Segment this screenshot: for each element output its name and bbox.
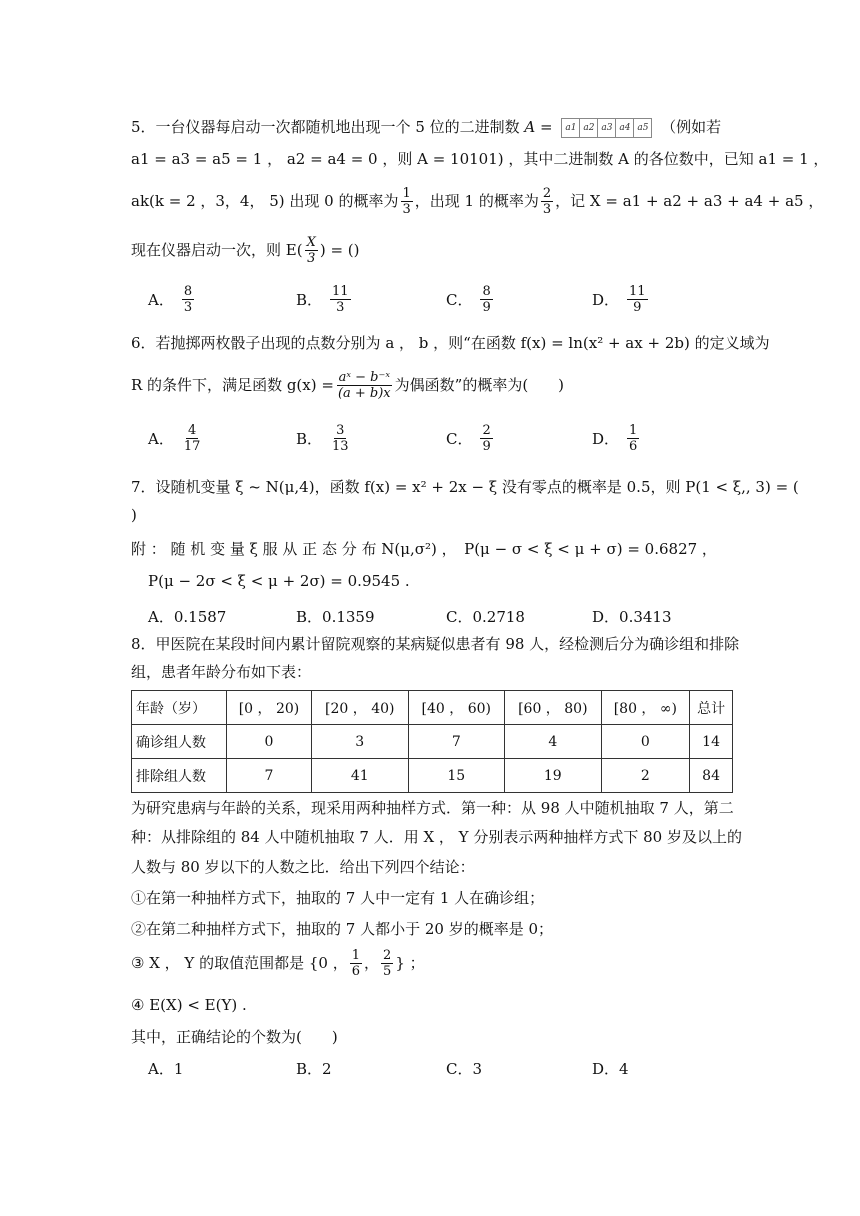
digit-box: a5: [637, 123, 649, 133]
digit-box: a1: [562, 119, 580, 137]
table-cell: 4: [505, 725, 602, 759]
q7-line3: 附 ： 随 机 变 量 ξ 服 从 正 态 分 布 N(μ,σ²) ， P(μ − σ < ξ < μ + σ) = 0.6827 ，: [131, 540, 717, 558]
q6-line2: [131, 365, 741, 405]
q5-text: ，出现 1 的概率为: [414, 192, 539, 210]
table-cell: 2: [601, 759, 690, 793]
choice-d[interactable]: D．0.3413: [592, 607, 672, 626]
choice-c[interactable]: C． $\frac{8}{9}$: [446, 283, 491, 315]
fraction: $\frac{1}{6}$: [351, 947, 361, 979]
choice-c[interactable]: C．0.2718: [446, 607, 525, 626]
q5-line4: [131, 232, 741, 268]
q7-line1: 7．设随机变量 ξ ~ N(μ,4)，函数 f(x) = x² + 2x − ξ 没有零点的概率是 0.5，则 P(1 < ξ,, 3) = (: [131, 478, 799, 496]
fraction: $\frac{\text{aˣ − b⁻ˣ}}{(a + b)x}$: [337, 369, 391, 401]
digit-box: a3: [598, 119, 616, 137]
choice-b[interactable]: B． $\frac{3}{13}$: [296, 422, 349, 454]
table-header-cell: [80 ， ∞): [601, 691, 690, 725]
q5-choices: [148, 281, 708, 317]
table-cell: 19: [505, 759, 602, 793]
table-cell: 7: [227, 759, 312, 793]
choice-d[interactable]: D． $\frac{11}{9}$: [592, 283, 646, 315]
table-cell: 14: [690, 725, 733, 759]
fraction: $\frac{1}{3}$: [402, 185, 411, 217]
q5-text: 5．一台仪器每启动一次都随机地出现一个 5 位的二进制数: [131, 118, 520, 136]
q8-line1: 8．甲医院在某段时间内累计留院观察的某病疑似患者有 98 人，经检测后分为确诊组和排除: [131, 635, 740, 653]
fraction: $\frac{X}{3}$: [306, 234, 316, 266]
choice-d[interactable]: D．4: [592, 1059, 629, 1078]
choice-c[interactable]: C． $\frac{2}{9}$: [446, 422, 491, 454]
table-header-cell: [40 ， 60): [408, 691, 505, 725]
q8-line4: 种：从排除组的 84 人中随机抽取 7 人．用 X ， Y 分别表示两种抽样方式下 80 岁及以上的: [131, 828, 742, 846]
table-cell: 0: [601, 725, 690, 759]
q8-text: ③ X ， Y 的取值范围都是 {0 ，: [131, 954, 348, 972]
choice-d[interactable]: D． $\frac{1}{6}$: [592, 422, 638, 454]
q6-text: 为偶函数”的概率为( ): [394, 376, 565, 394]
q8-item1: ①在第一种抽样方式下，抽取的 7 人中一定有 1 人在确诊组；: [131, 889, 545, 907]
choice-a[interactable]: A．0.1587: [148, 607, 227, 626]
table-header-cell: 年龄（岁）: [132, 691, 227, 725]
table-cell: 确诊组人数: [132, 725, 227, 759]
q8-item2: ②在第二种抽样方式下，抽取的 7 人都小于 20 岁的概率是 0；: [131, 920, 554, 938]
q7-choices: [148, 598, 708, 634]
q5-line1: [131, 116, 741, 138]
q6-choices: [148, 420, 708, 456]
q7-line2: ): [131, 506, 137, 524]
table-header-row: [132, 691, 733, 725]
table-cell: 15: [408, 759, 505, 793]
q8-text: ，: [364, 954, 380, 972]
table-cell: 41: [311, 759, 408, 793]
q5-var-a: A =: [524, 118, 553, 136]
choice-b[interactable]: B．2: [296, 1059, 332, 1078]
age-distribution-table: [131, 690, 733, 793]
q6-text: R 的条件下，满足函数 g(x) =: [131, 376, 334, 394]
q7-line4: P(μ − 2σ < ξ < μ + 2σ) = 0.9545 .: [148, 572, 410, 590]
q6-line1: 6．若抛掷两枚骰子出现的点数分别为 a ， b ，则“在函数 f(x) = ln(x² + ax + 2b) 的定义域为: [131, 334, 770, 352]
binary-digit-boxes: [561, 118, 652, 138]
choice-a[interactable]: A． $\frac{8}{3}$: [148, 283, 193, 315]
table-cell: 3: [311, 725, 408, 759]
q5-line3: [131, 184, 824, 218]
q8-line3: 为研究患病与年龄的关系，现采用两种抽样方式．第一种：从 98 人中随机抽取 7 人，第二: [131, 799, 734, 817]
choice-b[interactable]: B．0.1359: [296, 607, 375, 626]
table-header-cell: [0 ， 20): [227, 691, 312, 725]
table-cell: 84: [690, 759, 733, 793]
q8-choices: [148, 1050, 708, 1086]
q8-item3: [131, 944, 741, 982]
q5-text: ) = (): [319, 241, 360, 259]
table-row: [132, 725, 733, 759]
q8-question: 其中，正确结论的个数为( ): [131, 1028, 338, 1046]
q8-line5: 人数与 80 岁以下的人数之比．给出下列四个结论：: [131, 858, 475, 876]
q8-item4: ④ E(X) < E(Y) .: [131, 996, 247, 1014]
q5-line2: a1 = a3 = a5 = 1 ， a2 = a4 = 0 ，则 A = 10101) ，其中二进制数 A 的各位数中，已知 a1 = 1 ，: [131, 150, 829, 168]
choice-c[interactable]: C．3: [446, 1059, 483, 1078]
q5-text: 现在仪器启动一次，则 E(: [131, 241, 303, 259]
digit-box: a4: [616, 119, 634, 137]
digit-box: a2: [580, 119, 598, 137]
table-header-cell: 总计: [690, 691, 733, 725]
fraction: $\frac{2}{5}$: [383, 947, 392, 979]
choice-a[interactable]: A． $\frac{4}{17}$: [148, 422, 201, 454]
table-row: [132, 759, 733, 793]
table-cell: 排除组人数: [132, 759, 227, 793]
choice-a[interactable]: A．1: [148, 1059, 184, 1078]
q5-text: ，记 X = a1 + a2 + a3 + a4 + a5 ，: [555, 192, 824, 210]
q8-text: } ；: [395, 954, 425, 972]
table-header-cell: [20 ， 40): [311, 691, 408, 725]
table-cell: 0: [227, 725, 312, 759]
choice-b[interactable]: B． $\frac{11}{3}$: [296, 283, 349, 315]
q5-text: （例如若: [661, 118, 722, 136]
fraction: $\frac{2}{3}$: [542, 185, 552, 217]
table-header-cell: [60 ， 80): [505, 691, 602, 725]
table-cell: 7: [408, 725, 505, 759]
q5-text: ak(k = 2 ，3，4， 5) 出现 0 的概率为: [131, 192, 399, 210]
q8-line2: 组，患者年龄分布如下表：: [131, 663, 312, 681]
